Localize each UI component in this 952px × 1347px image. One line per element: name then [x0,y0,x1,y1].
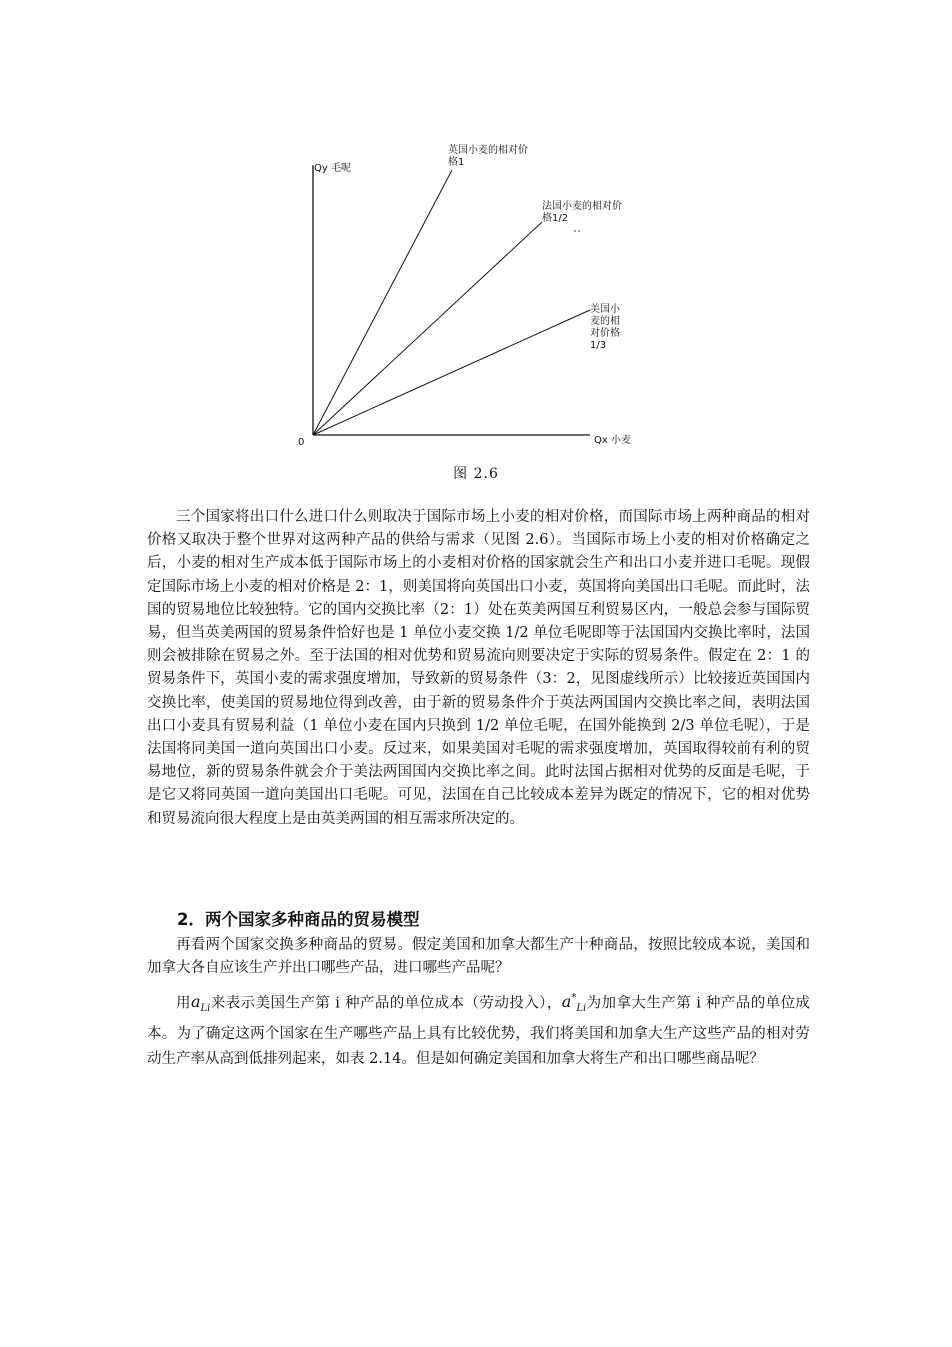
section-heading: 2．两个国家多种商品的贸易模型 [177,910,420,929]
uk-price-line [313,170,452,435]
paragraph-two-country [147,934,810,980]
uk-line-label-2: 格1 [448,157,465,168]
figure-caption: 图 2.6 [453,466,499,482]
usa-line-label: 美国小 [590,304,620,315]
canada-unit-cost-symbol: $a^*_{Li}$ [561,992,587,1015]
usa-line-label-2: 麦的相 [590,316,620,327]
us-unit-cost-symbol: $a_{Li}$ [190,992,211,1015]
uk-line-label: 英国小麦的相对价 [448,145,528,156]
usa-price-line [313,310,590,435]
usa-line-label-3: 对价格 [590,328,620,339]
paragraph-text: 再看两个国家交换多种商品的贸易。假定美国和加拿大都生产十种商品，按照比较成本说，美国和加拿大各自应该生产并出口哪些产品，进口哪些产品呢？ [147,937,810,977]
paragraph-text: 三个国家将出口什么进口什么则取决于国际市场上小麦的相对价格，而国际市场上两种商品的相对价格又取决于整个世界对这两种产品的供给与需求（见图 2.6）。当国际市场上小麦的相对价格确定之后，小麦的相对生产成本低于国际市场上的小麦相对价格的国家就会生产和出口小麦并进口毛呢。现假定国际市场上小麦的相对价格是 2：1，则美国将向英国出口小麦，英国将向美国出口毛呢。而此时，法国的贸易地位比较独特。它的国内交换比率（2：1）处在英美两国互利贸易区内，一般总会参与国际贸易，但当英美两国的贸易条件恰好也是 1 单位小麦交换 1/2 单位毛呢即等于法国国内交换比率时，法国则会被排除在贸易之外。至于法国的相对优势和贸易流向则要决定于实际的贸易条件。假定在 2：1 的贸易条件下，英国小麦的需求强度增加，导致新的贸易条件（3：2，见图虚线所示）比较接近英国国内交换比率，使美国的贸易地位得到改善，由于新的贸易条件介于英法两国国内交换比率之间，表明法国出口小麦具有贸易利益（1 单位小麦在国内只换到 1/2 单位毛呢，在国外能换到 2/3 单位毛呢），于是法国将同美国一道向英国出口小麦。反过来，如果美国对毛呢的需求强度增加，英国取得较前有利的贸易地位，新的贸易条件就会介于美法两国国内交换比率之间。此时法国占据相对优势的反面是毛呢，于是它又将同英国一道向美国出口毛呢。可见，法国在自己比较成本差异为既定的情况下，它的相对优势和贸易流向很大程度上是由英美两国的相互需求所决定的。 [147,509,810,827]
usa-line-label-4: 1/3 [590,340,607,351]
paragraph-text: 用$a_{Li}$来表示美国生产第 i 种产品的单位成本（劳动投入），$a^*_{Li}$为加拿大生产第 i 种产品的单位成本。为了确定这两个国家在生产哪些产品上具有比较优势，我们将美国和加拿大生产这些产品的相对劳动生产率从高到低排列起来，如表 2.14。但是如何确定美国和加拿大将生产和出口哪些商品呢？ [147,992,811,1067]
paragraph-unit-cost [147,987,810,1071]
y-axis-label: Qy 毛呢 [314,163,351,174]
origin-label: 0 [298,437,305,448]
x-axis-label: Qx 小麦 [594,435,631,446]
relative-price-figure [280,135,680,465]
france-price-line [313,222,542,435]
paragraph-trade-direction [147,506,810,831]
france-line-label-2: 格1/2 [542,213,569,224]
france-line-label: 法国小麦的相对价 [542,201,622,212]
